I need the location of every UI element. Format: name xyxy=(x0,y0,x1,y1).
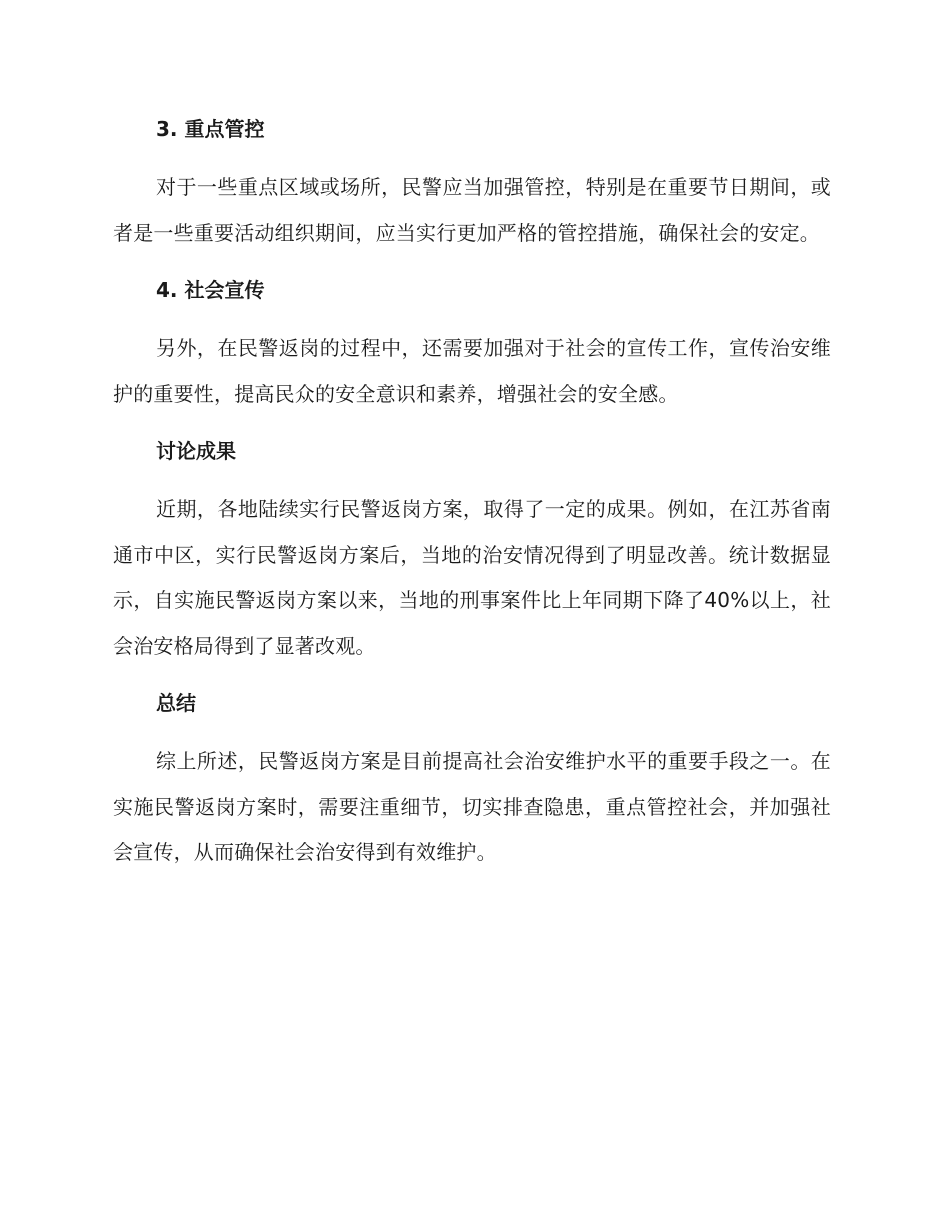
section-paragraph: 综上所述，民警返岗方案是目前提高社会治安维护水平的重要手段之一。在实施民警返岗方案时，需要注重细节，切实排查隐患，重点管控社会，并加强社会宣传，从而确保社会治安得到有效维护。 xyxy=(113,749,831,864)
section-paragraph: 另外，在民警返岗的过程中，还需要加强对于社会的宣传工作，宣传治安维护的重要性，提高民众的安全意识和素养，增强社会的安全感。 xyxy=(113,336,831,406)
section-heading: 3. 重点管控 xyxy=(156,117,265,141)
section-paragraph: 对于一些重点区域或场所，民警应当加强管控，特别是在重要节日期间，或者是一些重要活动组织期间，应当实行更加严格的管控措施，确保社会的安定。 xyxy=(113,175,831,245)
section-heading: 4. 社会宣传 xyxy=(156,278,265,302)
section-key-control xyxy=(113,113,831,256)
section-heading: 讨论成果 xyxy=(156,439,236,463)
section-discussion-results xyxy=(113,435,831,669)
section-summary xyxy=(113,687,831,876)
document-page xyxy=(113,113,831,894)
section-social-publicity xyxy=(113,274,831,417)
section-heading: 总结 xyxy=(156,691,196,715)
section-paragraph: 近期，各地陆续实行民警返岗方案，取得了一定的成果。例如，在江苏省南通市中区，实行民警返岗方案后，当地的治安情况得到了明显改善。统计数据显示，自实施民警返岗方案以来，当地的刑事案件比上年同期下降了40%以上，社会治安格局得到了显著改观。 xyxy=(113,497,831,658)
